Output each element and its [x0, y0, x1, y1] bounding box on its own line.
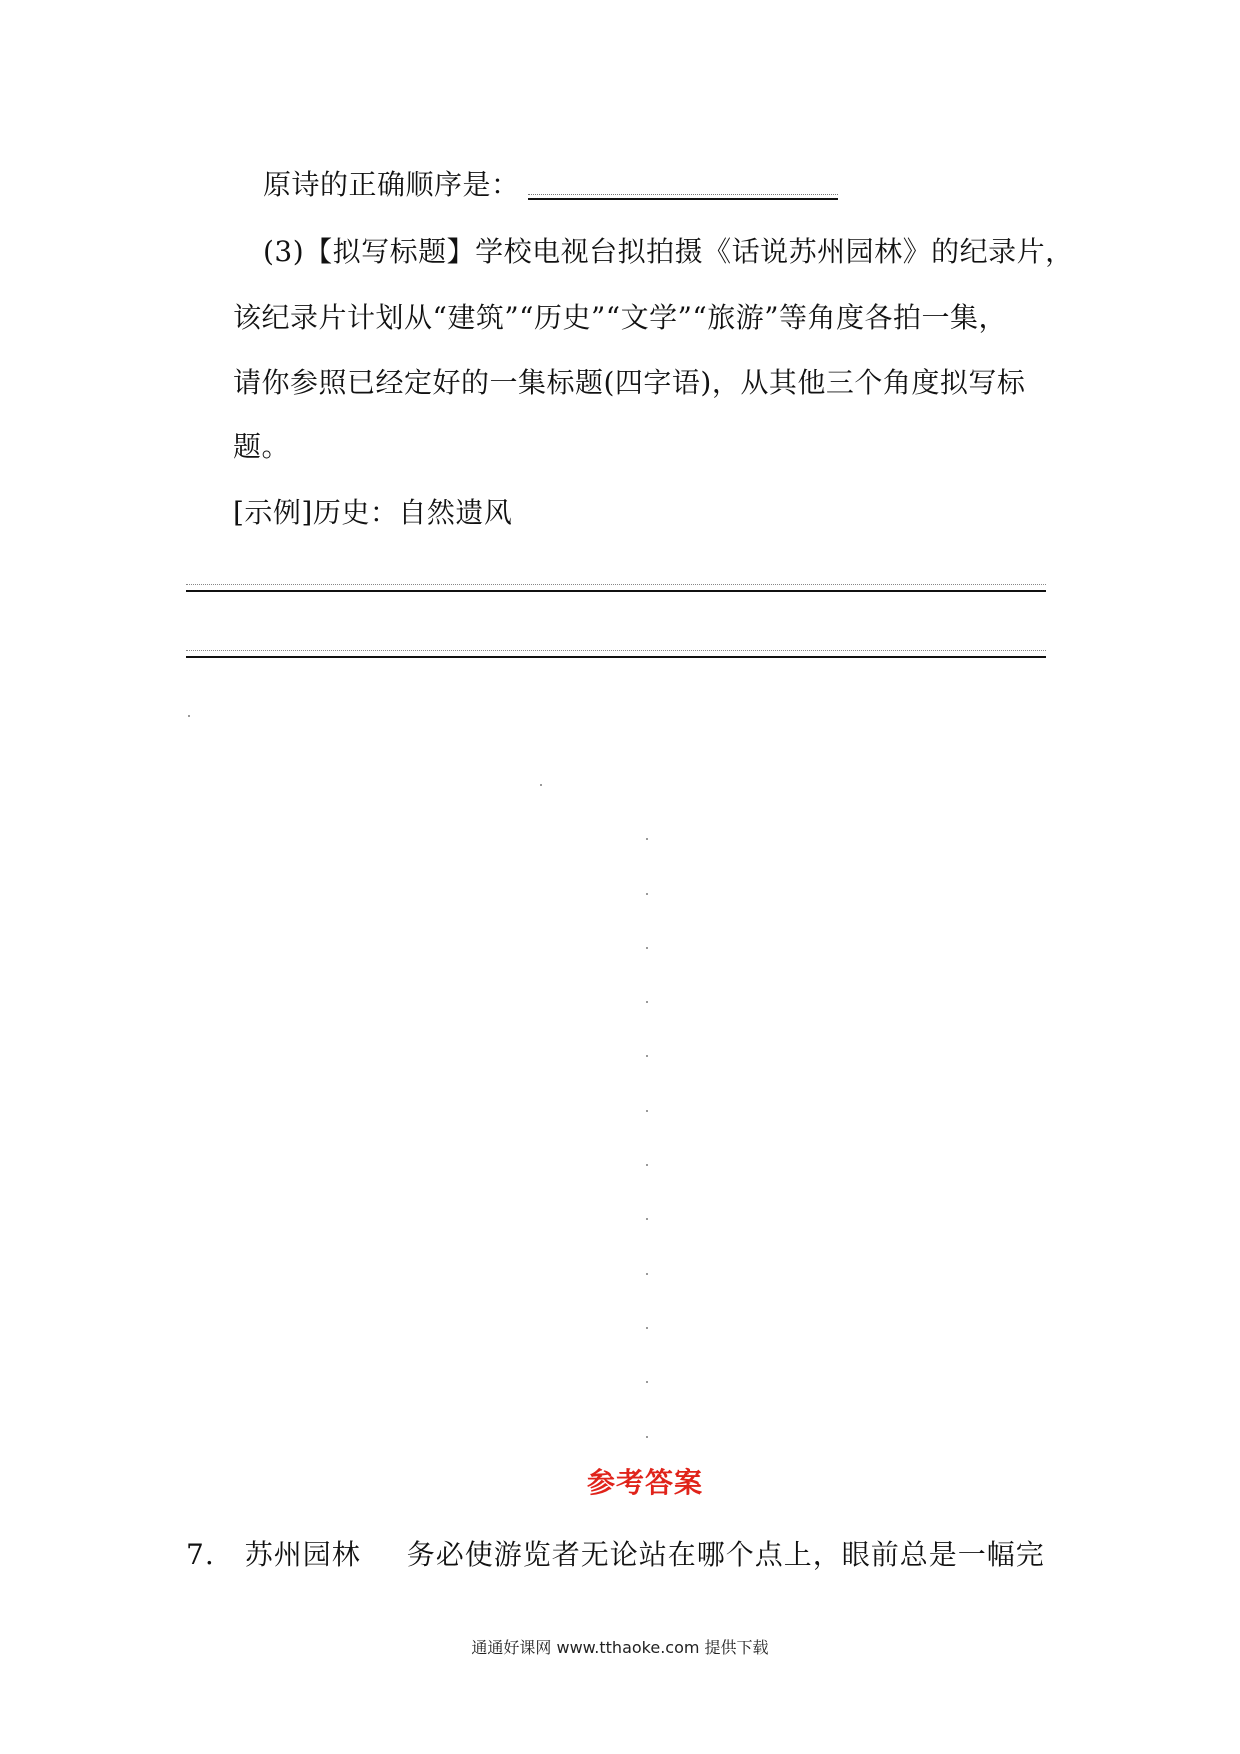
- answer-line-2[interactable]: [186, 656, 1046, 658]
- reference-answers-heading: 参考答案: [586, 1466, 703, 1499]
- scan-speck: [646, 1218, 648, 1220]
- scan-speck: [646, 1327, 648, 1329]
- question-3-line-3: 请你参照已经定好的一集标题(四字语)，从其他三个角度拟写标: [233, 366, 1026, 399]
- scan-speck: [646, 1110, 648, 1112]
- example-line: [示例]历史：自然遗风: [233, 496, 513, 529]
- answer-7-number: 7.: [186, 1538, 215, 1571]
- scan-speck: [646, 838, 648, 840]
- scan-speck: [646, 1055, 648, 1057]
- scan-speck: [188, 715, 190, 717]
- answer-7-part-2: 务必使游览者无论站在哪个点上，眼前总是一幅完: [406, 1538, 1045, 1571]
- scan-speck: [646, 1001, 648, 1003]
- order-answer-blank[interactable]: [528, 198, 838, 200]
- question-3-line-4: 题。: [233, 430, 291, 463]
- scan-speck: [646, 947, 648, 949]
- answer-line-1[interactable]: [186, 590, 1046, 592]
- question-3-line-2: 该纪录片计划从“建筑”“历史”“文学”“旅游”等角度各拍一集，: [233, 301, 1008, 334]
- question-3-line-1: (3)【拟写标题】学校电视台拟拍摄《话说苏州园林》的纪录片，: [263, 235, 1074, 268]
- scan-speck: [646, 1164, 648, 1166]
- scan-speck: [646, 893, 648, 895]
- order-prompt: 原诗的正确顺序是：: [263, 168, 520, 201]
- scan-speck: [646, 1381, 648, 1383]
- answer-7-part-1: 苏州园林: [244, 1538, 361, 1571]
- scan-speck: [646, 1436, 648, 1438]
- scan-speck: [540, 784, 542, 786]
- scan-speck: [646, 1273, 648, 1275]
- page-footer: 通通好课网 www.tthaoke.com 提供下载: [471, 1638, 769, 1657]
- answer-7-line: [186, 1535, 1045, 1575]
